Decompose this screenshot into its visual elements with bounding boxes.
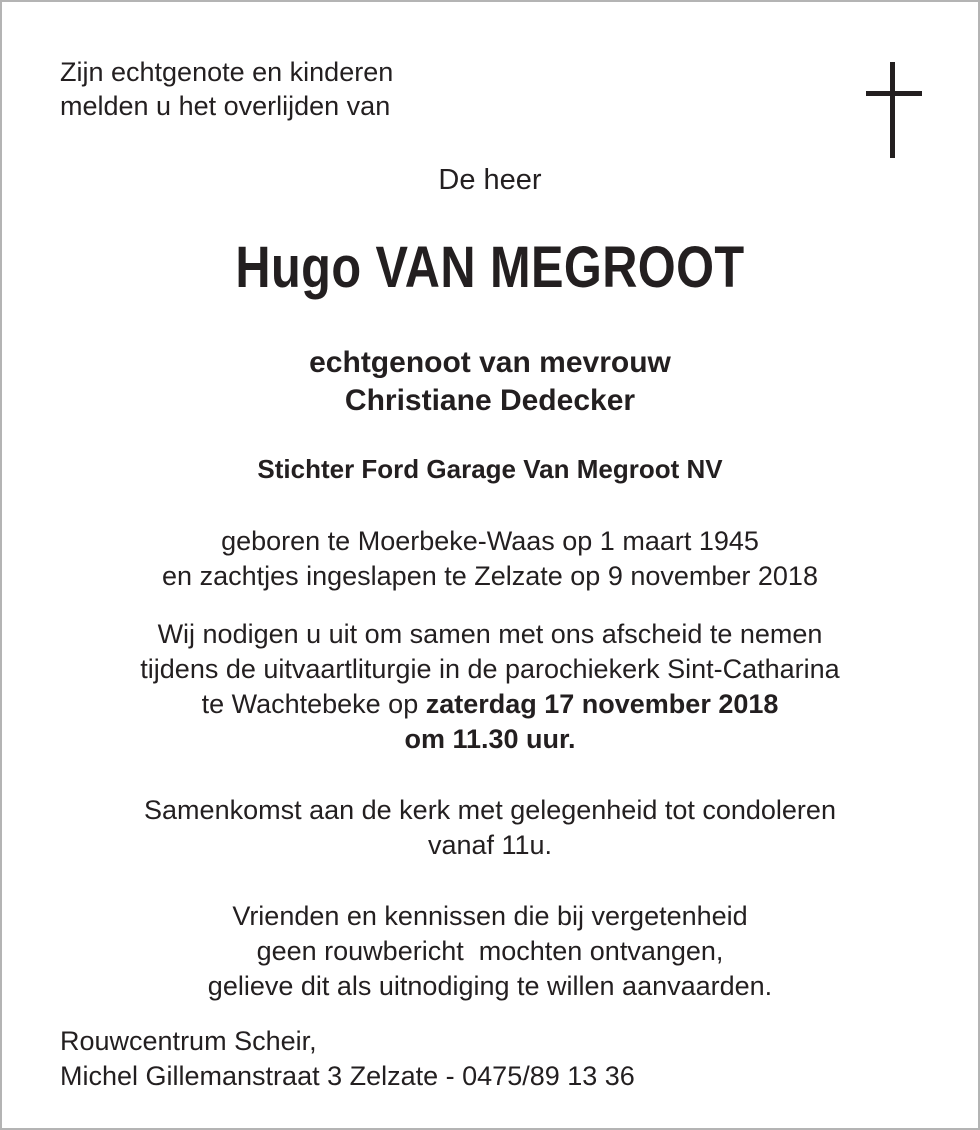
undertaker-block	[60, 1024, 635, 1094]
invitation-line-3	[0, 687, 980, 722]
gathering-line-2: vanaf 11u.	[427, 830, 553, 860]
death-line: en zachtjes ingeslapen te Zelzate op 9 november 2018	[162, 561, 818, 591]
funeral-time: om 11.30 uur.	[404, 724, 576, 754]
salutation: De heer	[438, 164, 542, 196]
founder-title: Stichter Ford Garage Van Megroot NV	[257, 454, 723, 484]
friends-notice	[0, 899, 980, 1004]
intro-line-1: Zijn echtgenote en kinderen	[60, 57, 394, 87]
invitation-line-4	[0, 722, 980, 757]
friends-line-2: geen rouwbericht mochten ontvangen,	[256, 936, 724, 966]
funeral-invitation	[0, 617, 980, 757]
birth-death-block	[0, 524, 980, 594]
undertaker-address: Michel Gillemanstraat 3 Zelzate - 0475/89 13 36	[60, 1061, 635, 1091]
cross-vertical-bar	[890, 62, 895, 158]
funeral-date: zaterdag 17 november 2018	[425, 689, 779, 719]
spouse-line-1: echtgenoot van mevrouw	[309, 346, 671, 379]
invitation-line-1: Wij nodigen u uit om samen met ons afscheid te nemen	[157, 619, 823, 649]
undertaker-name: Rouwcentrum Scheir,	[60, 1026, 317, 1056]
invitation-place: te Wachtebeke op	[201, 689, 426, 719]
intro-text	[60, 55, 393, 123]
deceased-name: Hugo VAN MEGROOT	[235, 235, 745, 300]
spouse-line-2: Christiane Dedecker	[344, 384, 636, 417]
friends-line-1: Vrienden en kennissen die bij vergetenheid	[232, 901, 748, 931]
invitation-line-2: tijdens de uitvaartliturgie in de parochiekerk Sint-Catharina	[140, 654, 840, 684]
gathering-line-1: Samenkomst aan de kerk met gelegenheid tot condoleren	[144, 795, 836, 825]
cross-horizontal-bar	[866, 91, 922, 96]
friends-line-3: gelieve dit als uitnodiging te willen aanvaarden.	[207, 971, 773, 1001]
intro-line-2: melden u het overlijden van	[60, 91, 391, 121]
latin-cross-icon	[866, 62, 922, 158]
spouse-block	[0, 344, 980, 420]
gathering-block	[0, 793, 980, 863]
birth-line: geboren te Moerbeke-Waas op 1 maart 1945	[221, 526, 759, 556]
